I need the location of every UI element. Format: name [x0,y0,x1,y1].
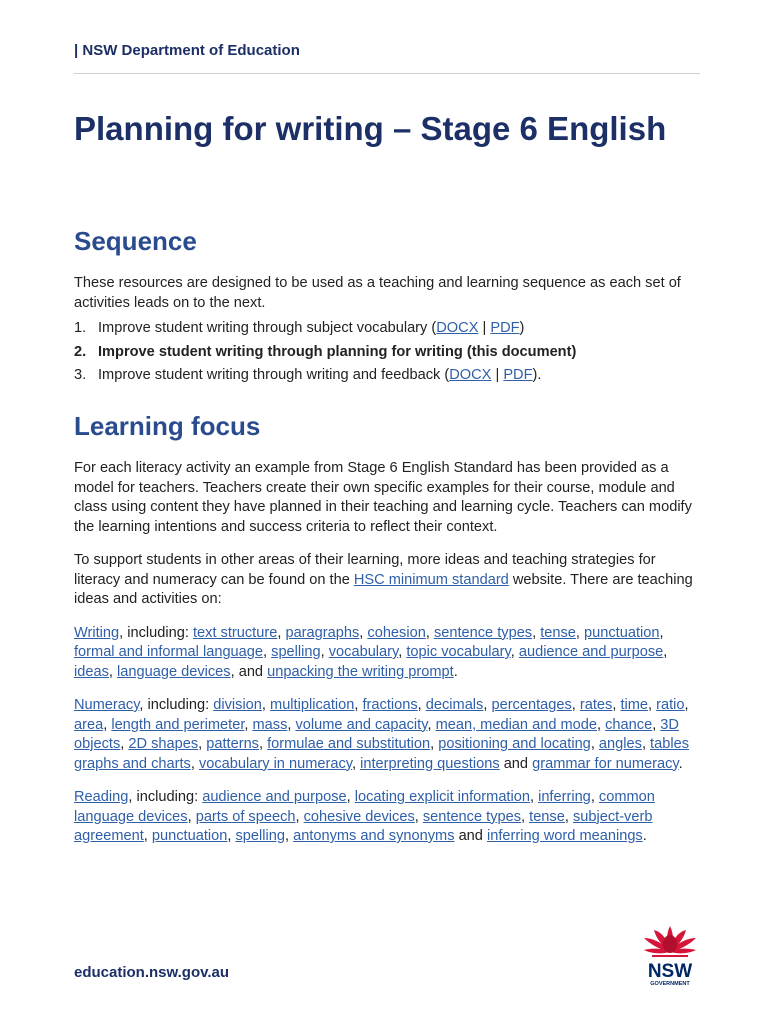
learning-focus-para2 [74,551,700,610]
separator: , [227,828,236,844]
separator: , [648,697,657,713]
separator: , [244,716,253,733]
separator: , [532,624,541,641]
list-number: 2. [74,343,87,360]
separator: , [425,624,434,641]
topic-link[interactable]: locating explicit information [354,789,530,805]
topic-link[interactable]: mean, median and mode [435,716,598,733]
writing-link[interactable]: Writing [74,624,120,641]
topic-link[interactable]: percentages [491,697,572,713]
topic-link[interactable]: language devices [117,663,231,680]
separator: , [295,808,304,825]
logo-text: NSW [647,961,693,982]
topic-link[interactable]: patterns [206,736,259,752]
header-divider [74,73,700,74]
para2-after: website. There are teaching ideas and activities on: [74,571,693,607]
separator: , [320,644,329,660]
separator: , [597,716,606,733]
end-text: . [642,828,647,844]
topic-link[interactable]: spelling [271,644,321,660]
reading-topics [74,788,700,847]
topic-link[interactable]: formulae and substitution [267,736,431,752]
topic-link[interactable]: chance [605,716,653,733]
logo-subtext: GOVERNMENT [650,981,690,987]
separator: , [398,644,407,660]
sequence-list [74,319,700,386]
footer-url: education.nsw.gov.au [74,964,230,981]
topic-link[interactable]: ideas [74,663,109,680]
department-header: | NSW Department of Education [74,42,300,59]
topic-link[interactable]: tense [529,808,565,825]
topic-link[interactable]: division [213,697,262,713]
separator: , [103,716,112,733]
docx-link[interactable]: DOCX [449,367,492,383]
separator: , [663,644,668,660]
separator: , [659,624,664,641]
separator: , [287,716,296,733]
separator: , [120,736,129,752]
topic-link[interactable]: cohesive devices [303,808,415,825]
separator: , [354,697,363,713]
and-text: and [454,828,487,844]
separator: , [483,697,492,713]
list-item [74,343,700,363]
separator: , [263,644,272,660]
separator: , [351,755,361,772]
pdf-link[interactable]: PDF [503,367,533,383]
nsw-government-logo [640,922,700,988]
list-item [74,319,700,339]
topic-link[interactable]: inferring [538,789,591,805]
topic-link[interactable]: sentence types [422,808,522,825]
and-text: and [499,755,533,772]
sequence-intro: These resources are designed to be used as a teaching and learning sequence as each set of activities leads on to the next. [74,275,681,311]
hsc-minimum-standard-link[interactable]: HSC minimum standard [353,571,509,588]
topic-link[interactable]: volume and capacity [295,716,428,733]
topic-link[interactable]: unpacking the writing prompt [267,663,454,680]
learning-focus-section [74,410,700,847]
topic-link[interactable]: subject-verb agreement [74,808,653,844]
separator: , [427,716,436,733]
topic-link[interactable]: mass [252,716,288,733]
topic-link[interactable]: common language devices [74,789,655,825]
topic-link[interactable]: audience and purpose [518,644,664,660]
topic-link[interactable]: parts of speech [195,808,296,825]
topic-link[interactable]: angles [598,736,642,752]
numeracy-topics [74,696,700,774]
writing-topics [74,624,700,683]
topic-link[interactable]: topic vocabulary [406,644,511,660]
para2-before: To support students in other areas of their learning, more ideas and teaching strategies for literacy and numeracy can be found on the [74,552,656,588]
topic-link[interactable]: cohesion [367,624,426,641]
list-end: ). [532,367,542,383]
numeracy-link[interactable]: Numeracy [74,697,140,713]
separator: , [575,624,585,641]
topic-link[interactable]: time [620,697,649,713]
separator: , [258,736,268,752]
list-item [74,366,700,386]
topic-link[interactable]: vocabulary in numeracy [198,755,352,772]
list-number: 1. [74,320,87,336]
separator: , [417,697,426,713]
separator: , [190,755,199,772]
learning-focus-heading: Learning focus [74,411,261,441]
topic-link[interactable]: tables graphs and charts [74,736,689,772]
topic-link[interactable]: inferring word meanings [486,828,643,844]
topic-link[interactable]: audience and purpose [202,789,347,805]
separator: , [641,736,651,752]
list-number: 3. [74,367,87,383]
topic-link[interactable]: area [74,716,104,733]
topic-link[interactable]: formal and informal language [74,644,264,660]
separator: , [521,808,530,825]
separator: , [571,697,580,713]
docx-link[interactable]: DOCX [436,320,479,336]
separator: , [590,789,599,805]
and-text: , and [230,663,268,680]
separator: , [414,808,423,825]
topic-link[interactable]: antonyms and synonyms [293,828,455,844]
separator: , [277,624,286,641]
topic-link[interactable]: paragraphs [285,624,360,641]
learning-focus-para1: For each literacy activity an example from Stage 6 English Standard has been provided as a model for teachers. Teachers create their own specific examples for their course, module and class using content they have planned in their teaching and learning cycle. Teachers can modify the learning intentions and success criteria to reflect their context. [74,460,692,535]
topic-link[interactable]: vocabulary [328,644,399,660]
topic-link[interactable]: tense [540,624,576,641]
page-title: Planning for writing – Stage 6 English [74,110,667,147]
list-text: Improve student writing through planning for writing (this document) [98,343,577,360]
link-separator: | [478,320,491,336]
reading-link[interactable]: Reading [74,789,129,805]
topic-link[interactable]: 2D shapes [128,736,199,752]
topic-link[interactable]: multiplication [270,697,355,713]
separator: , [590,736,599,752]
separator: , [143,828,152,844]
separator: , [652,716,661,733]
separator: , [564,808,573,825]
separator: , [108,663,117,680]
topic-link[interactable]: spelling [235,828,285,844]
including-text: , including: [139,697,214,713]
list-text: Improve student writing through writing and feedback ( [98,367,450,383]
topic-link[interactable]: punctuation [151,828,228,844]
list-end: ) [519,320,525,336]
link-separator: | [491,367,504,383]
topic-link[interactable]: text structure [192,624,278,641]
topic-link[interactable]: rates [579,697,613,713]
separator: , [430,736,439,752]
topic-link[interactable]: length and perimeter [111,716,245,733]
including-text: , including: [119,624,193,641]
end-text: . [453,663,458,680]
topic-link[interactable]: interpreting questions [360,755,500,772]
list-text: Improve student writing through subject vocabulary ( [98,320,437,336]
separator: , [261,697,271,713]
separator: , [284,828,294,844]
sequence-section [74,225,700,390]
topic-link[interactable]: fractions [362,697,418,713]
separator: , [684,697,689,713]
topic-link[interactable]: punctuation [584,624,660,641]
topic-link[interactable]: decimals [425,697,484,713]
separator: , [612,697,621,713]
topic-link[interactable]: 3D objects [74,716,679,752]
separator: , [198,736,207,752]
end-text: . [678,755,683,772]
waratah-icon [644,926,696,957]
topic-link[interactable]: positioning and locating [438,736,591,752]
separator: , [346,789,355,805]
topic-link[interactable]: ratio [656,697,685,713]
topic-link[interactable]: sentence types [433,624,533,641]
separator: , [359,624,368,641]
including-text: , including: [128,789,203,805]
separator: , [510,644,519,660]
separator: , [187,808,196,825]
pdf-link[interactable]: PDF [490,320,520,336]
sequence-heading: Sequence [74,226,197,256]
separator: , [529,789,539,805]
topic-link[interactable]: grammar for numeracy [532,755,679,772]
